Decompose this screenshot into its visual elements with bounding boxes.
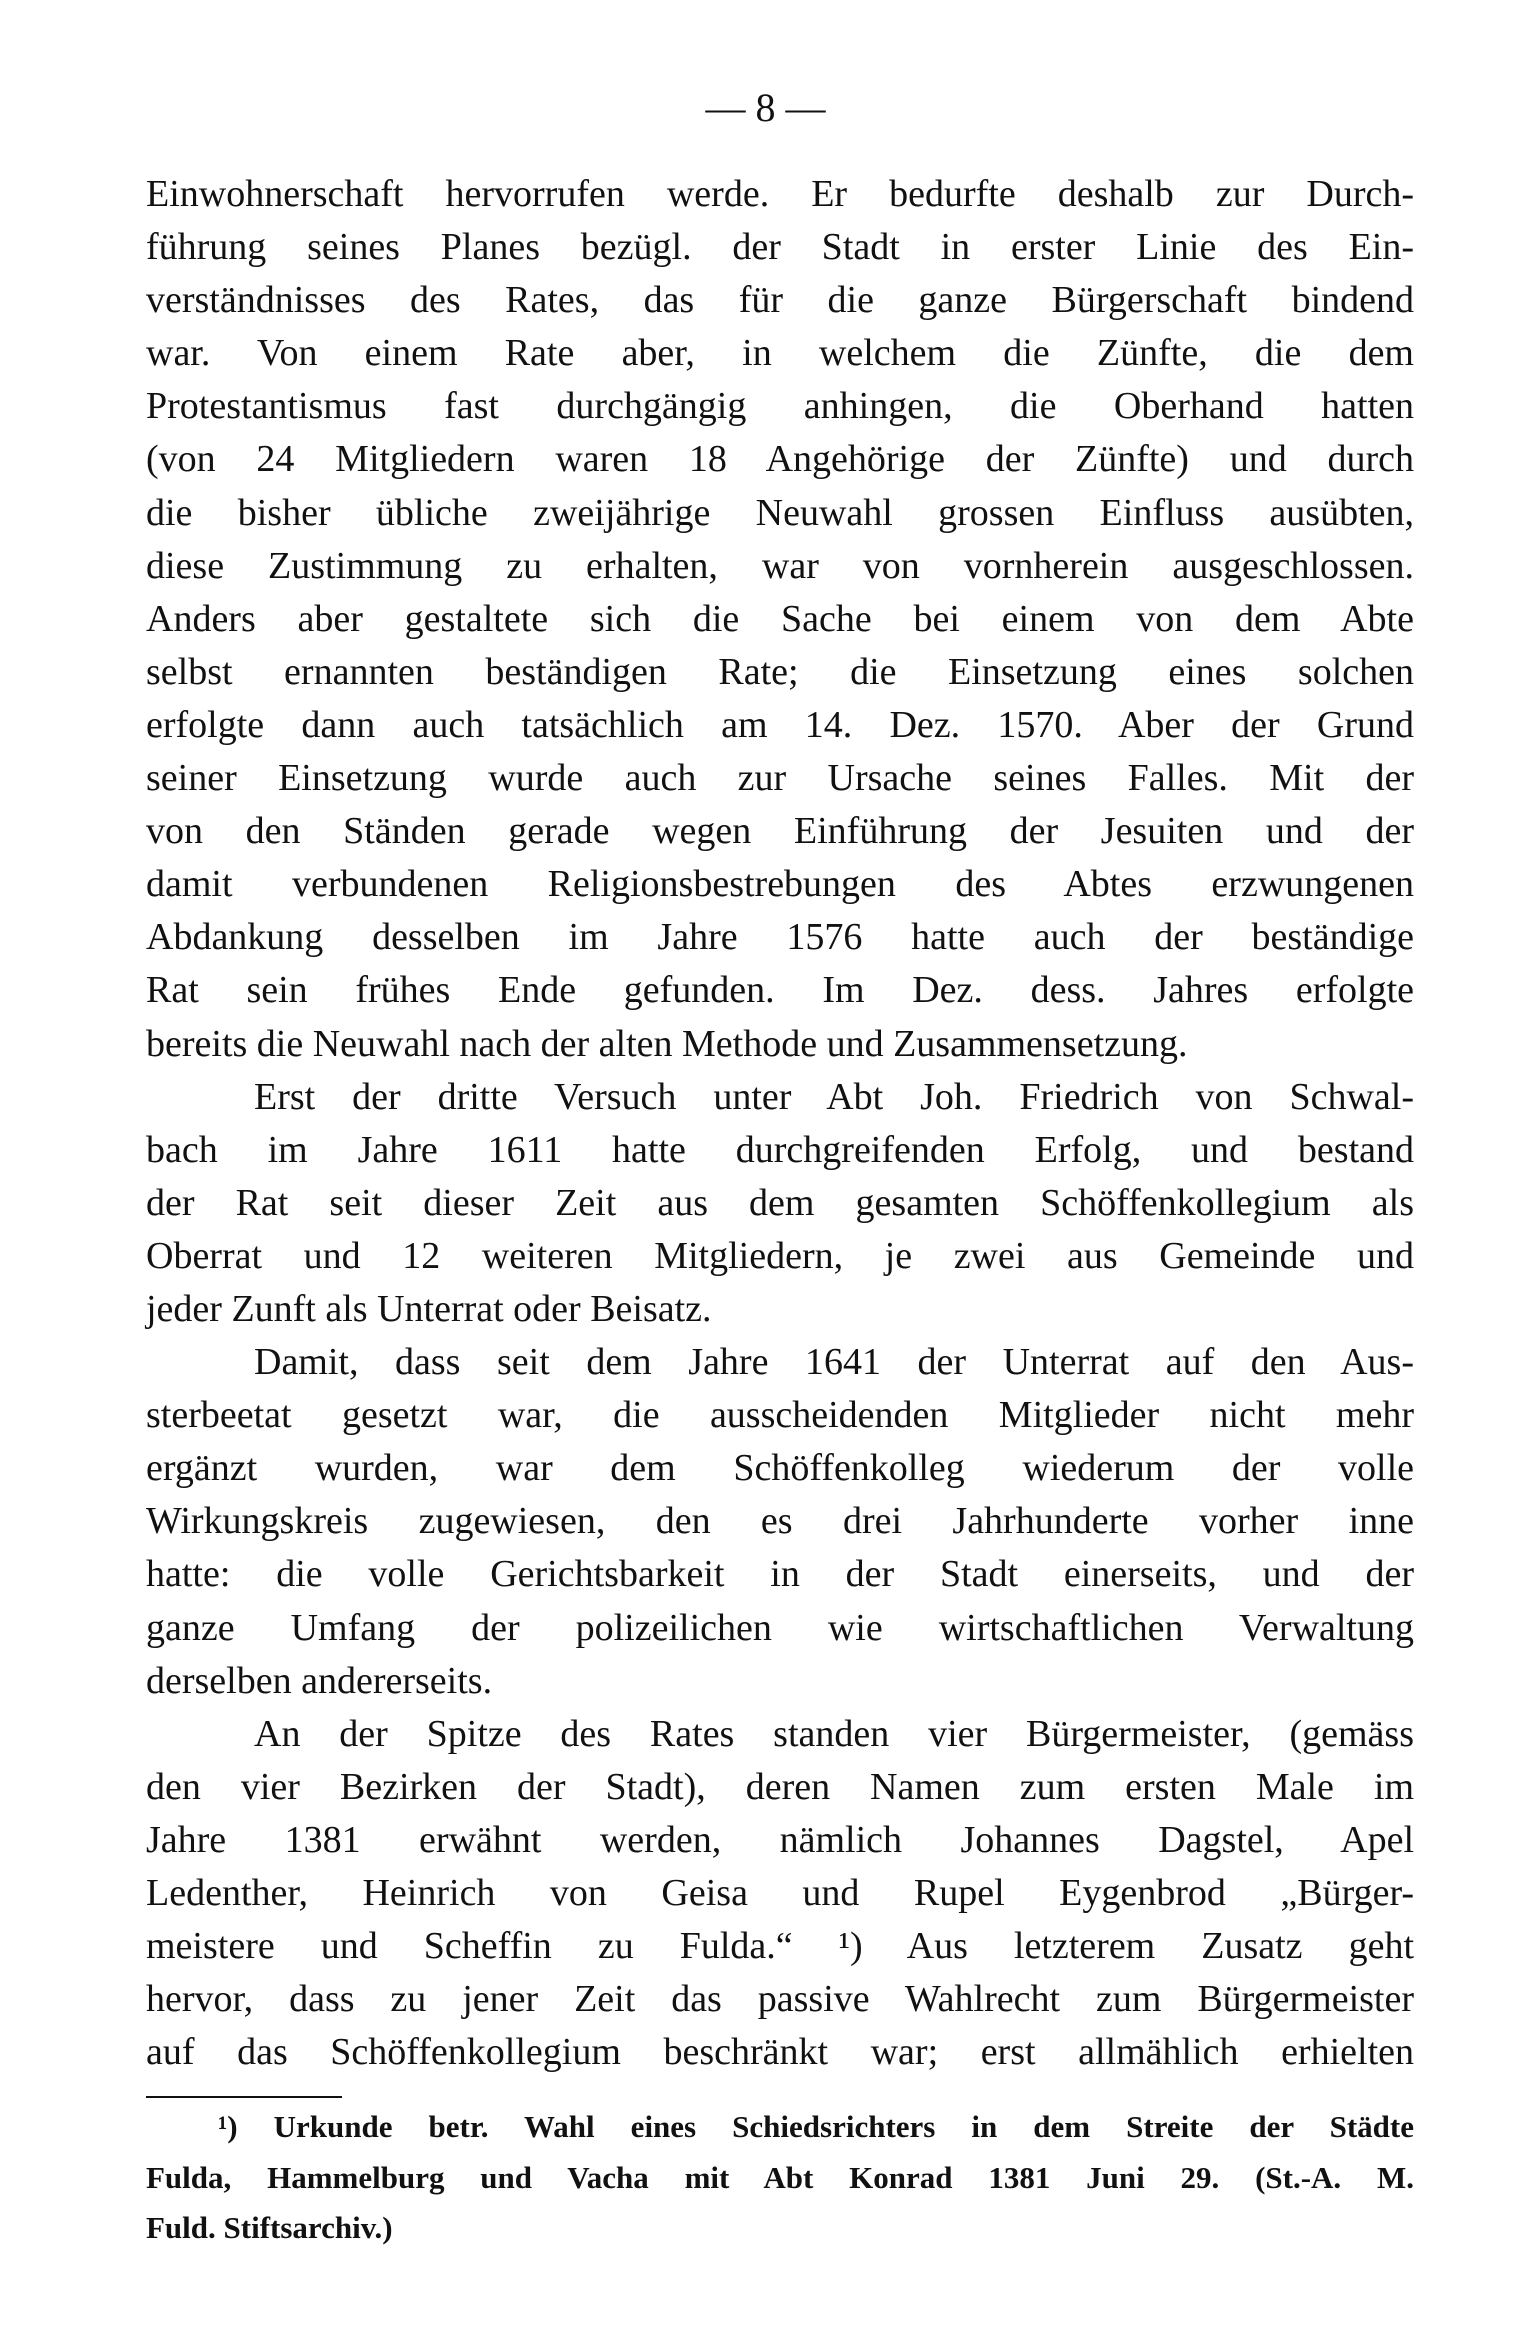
text-line: der Rat seit dieser Zeit aus dem gesamten Schöffenkollegium als (146, 1181, 1414, 1224)
body-text (146, 168, 1414, 2079)
page-number: — 8 — (705, 85, 826, 130)
text-line: war. Von einem Rate aber, in welchem die Zünfte, die dem (146, 332, 1414, 375)
text-line: hervor, dass zu jener Zeit das passive Wahlrecht zum Bürgermeister (146, 1978, 1414, 2021)
text-line: verständnisses des Rates, das für die ganze Bürgerschaft bindend (146, 279, 1414, 322)
text-line: seiner Einsetzung wurde auch zur Ursache seines Falles. Mit der (146, 757, 1414, 800)
text-line: jeder Zunft als Unterrat oder Beisatz. (146, 1287, 712, 1330)
footnote-line: Fulda, Hammelburg und Vacha mit Abt Konrad 1381 Juni 29. (St.-A. M. (146, 2159, 1414, 2195)
text-line: derselben andererseits. (146, 1659, 493, 1702)
text-line: Damit, dass seit dem Jahre 1641 der Unterrat auf den Aus- (254, 1341, 1414, 1384)
footnote (146, 2102, 1414, 2254)
text-line: die bisher übliche zweijährige Neuwahl grossen Einfluss ausübten, (146, 491, 1414, 534)
text-line: Ledenther, Heinrich von Geisa und Rupel Eygenbrod „Bürger- (146, 1872, 1414, 1914)
text-line: damit verbundenen Religionsbestrebungen des Abtes erzwungenen (146, 863, 1414, 906)
text-line: Anders aber gestaltete sich die Sache bei einem von dem Abte (146, 597, 1414, 640)
text-line: Einwohnerschaft hervorrufen werde. Er bedurfte deshalb zur Durch- (146, 173, 1414, 215)
text-line: ganze Umfang der polizeilichen wie wirtschaftlichen Verwaltung (146, 1606, 1414, 1649)
text-line: An der Spitze des Rates standen vier Bürgermeister, (gemäss (254, 1712, 1414, 1755)
text-line: selbst ernannten beständigen Rate; die Einsetzung eines solchen (146, 650, 1414, 693)
text-line: bach im Jahre 1611 hatte durchgreifenden Erfolg, und bestand (146, 1128, 1414, 1171)
text-line: führung seines Planes bezügl. der Stadt in erster Linie des Ein- (146, 226, 1414, 269)
paragraph (146, 1708, 1414, 2080)
text-line: hatte: die volle Gerichtsbarkeit in der Stadt einerseits, und der (146, 1553, 1414, 1596)
paragraph (146, 1071, 1414, 1336)
footnote-line: ¹) Urkunde betr. Wahl eines Schiedsrichters in dem Streite der Städte (218, 2109, 1414, 2144)
text-line: Jahre 1381 erwähnt werden, nämlich Johannes Dagstel, Apel (146, 1818, 1414, 1861)
text-line: Wirkungskreis zugewiesen, den es drei Jahrhunderte vorher inne (146, 1500, 1414, 1543)
text-line: von den Ständen gerade wegen Einführung der Jesuiten und der (146, 810, 1414, 853)
text-line: auf das Schöffenkollegium beschränkt war; erst allmählich erhielten (146, 2031, 1414, 2074)
text-line: Protestantismus fast durchgängig anhingen, die Oberhand hatten (146, 385, 1414, 428)
paragraph (146, 1336, 1414, 1708)
footnote-line: Fuld. Stiftsarchiv.) (146, 2210, 393, 2245)
text-line: meistere und Scheffin zu Fulda.“ ¹) Aus letzterem Zusatz geht (146, 1925, 1414, 1968)
text-line: (von 24 Mitgliedern waren 18 Angehörige der Zünfte) und durch (146, 438, 1414, 481)
text-line: Oberrat und 12 weiteren Mitgliedern, je zwei aus Gemeinde und (146, 1234, 1414, 1277)
text-line: diese Zustimmung zu erhalten, war von vornherein ausgeschlossen. (146, 544, 1414, 587)
text-line: sterbeetat gesetzt war, die ausscheidenden Mitglieder nicht mehr (146, 1394, 1414, 1437)
text-line: Rat sein frühes Ende gefunden. Im Dez. dess. Jahres erfolgte (146, 969, 1414, 1012)
paragraph (146, 168, 1414, 1071)
text-line: Abdankung desselben im Jahre 1576 hatte auch der beständige (146, 916, 1414, 959)
text-line: bereits die Neuwahl nach der alten Methode und Zusammensetzung. (146, 1022, 1188, 1065)
text-line: den vier Bezirken der Stadt), deren Namen zum ersten Male im (146, 1765, 1414, 1808)
text-line: erfolgte dann auch tatsächlich am 14. Dez. 1570. Aber der Grund (146, 703, 1414, 746)
text-line: Erst der dritte Versuch unter Abt Joh. Friedrich von Schwal- (254, 1075, 1414, 1118)
footnote-divider (146, 2096, 342, 2098)
text-line: ergänzt wurden, war dem Schöffenkolleg wiederum der volle (146, 1447, 1414, 1490)
